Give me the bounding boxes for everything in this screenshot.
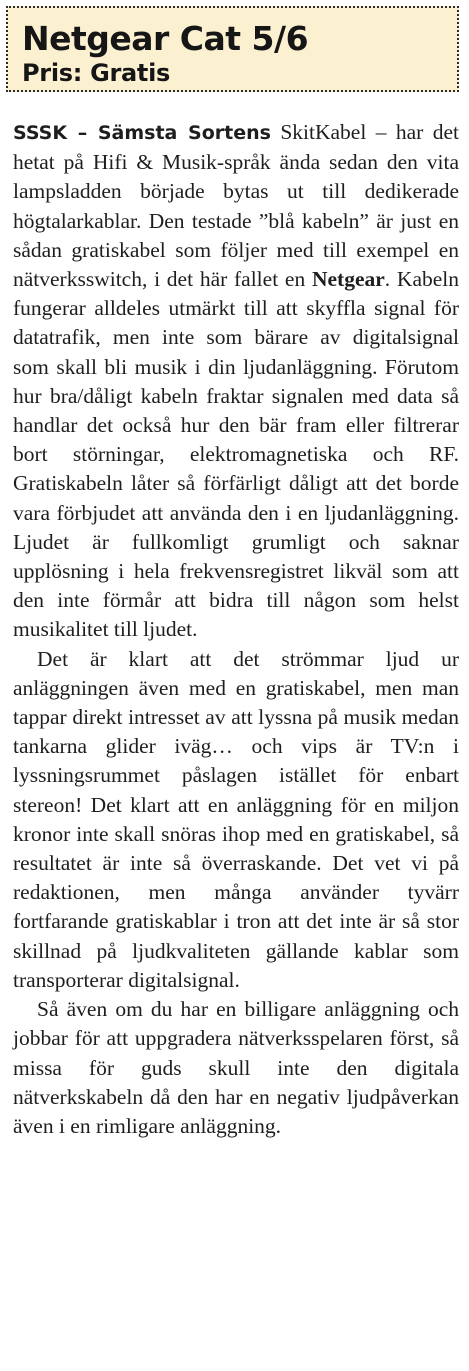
article-paragraph-1 bbox=[13, 118, 459, 645]
article-lead-rest: SkitKabel – har det hetat på Hifi & Musik-språk ända sedan den vita lampsladden började bytas ut till dedikerade högtalarkablar. Den testade ”blå kabeln” är just en sådan gratiskabel som följer med till exempel en nätverksswitch, i det här fallet en bbox=[13, 120, 459, 292]
review-article bbox=[13, 118, 459, 1141]
product-price: Pris: Gratis bbox=[22, 59, 171, 87]
product-title: Netgear Cat 5/6 bbox=[22, 19, 309, 58]
article-paragraph-2: Det är klart att det strömmar ljud ur anläggningen även med en gratiskabel, men man tappar direkt intresset av att lyssna på musik medan tankarna glider iväg… och vips är TV:n i lyssningsrummet påslagen istället för enbart stereon! Det klart att en anläggning för en miljon kronor inte skall snöras ihop med en gratiskabel, så resultatet är inte så överraskande. Det vet vi på redaktionen, men många använder tyvärr fortfarande gratiskablar i tron att det inte är så stor skillnad på ljudkvaliteten gällande kablar som transporterar digitalsignal. bbox=[13, 646, 459, 992]
product-header bbox=[6, 6, 459, 92]
article-paragraph-1-rest: . Kabeln fungerar alldeles utmärkt till att skyffla signal för datatrafik, men inte som bärare av digitalsignal som skall bli musik i din ljudanläggning. Förutom hur bra/dåligt kabeln fraktar signalen med data så handlar det också hur den bär fram eller filtrerar bort störningar, elektromagnetiska och RF. Gratiskabeln låter så förfärligt dåligt att det borde vara förbjudet att använda den i en ljudanläggning. Ljudet är fullkomligt grumligt och saknar upplösning i hela frekvensregistret likväl som att den inte förmår att bidra till någon som helst musikalitet till ljudet. bbox=[13, 267, 460, 642]
article-lead-bold: SSSK – Sämsta Sortens bbox=[13, 122, 271, 144]
article-paragraph-3: Så även om du har en billigare anläggning och jobbar för att uppgradera nätverksspelaren först, så missa för guds skull inte den digitala nätverkskabeln då den har en negativ ljudpåverkan även i en rimligare anläggning. bbox=[13, 997, 459, 1138]
article-brand-name: Netgear bbox=[311, 267, 385, 292]
